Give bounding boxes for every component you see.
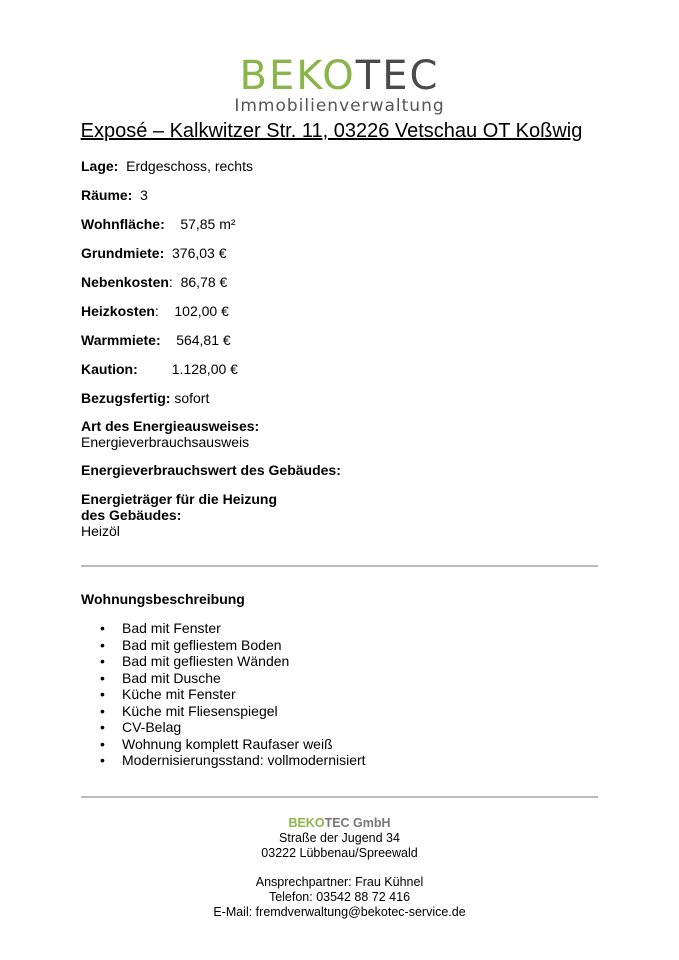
energy-carrier-value: Heizöl bbox=[81, 523, 120, 539]
field-warmmiete bbox=[81, 331, 253, 360]
logo-brand-green: BEKO bbox=[239, 53, 356, 99]
energy-consumption-label: Energieverbrauchswert des Gebäudes: bbox=[81, 462, 341, 478]
field-value: 1.128,00 € bbox=[171, 361, 238, 377]
field-value: 376,03 € bbox=[172, 245, 227, 261]
list-item: • Bad mit gefliestem Boden bbox=[100, 637, 366, 654]
logo-wordmark bbox=[0, 53, 679, 99]
field-grundmiete bbox=[81, 244, 253, 273]
footer-contact-person: Ansprechpartner: Frau Kühnel bbox=[255, 875, 424, 889]
divider-top bbox=[81, 565, 598, 567]
field-value: 57,85 m² bbox=[180, 216, 236, 232]
energy-carrier-label-1: Energieträger für die Heizung bbox=[81, 491, 278, 507]
list-item: • Küche mit Fliesenspiegel bbox=[100, 703, 366, 720]
field-label: Räume: bbox=[81, 187, 133, 203]
list-item: • Bad mit gefliesten Wänden bbox=[100, 653, 366, 670]
energy-type-label: Art des Energieausweises: bbox=[81, 418, 260, 434]
footer-brand-dark: TEC GmbH bbox=[324, 816, 391, 830]
field-label: Bezugsfertig: bbox=[81, 390, 171, 406]
footer-contact bbox=[0, 816, 679, 920]
list-item: • Bad mit Fenster bbox=[100, 620, 366, 637]
list-item: • Modernisierungsstand: vollmodernisiert bbox=[100, 752, 366, 769]
divider-bottom bbox=[81, 796, 598, 798]
list-item: • Bad mit Dusche bbox=[100, 670, 366, 687]
list-item: • Küche mit Fenster bbox=[100, 686, 366, 703]
field-raeume bbox=[81, 186, 253, 215]
field-nebenkosten bbox=[81, 273, 253, 302]
description-list bbox=[100, 620, 366, 769]
field-heizkosten bbox=[81, 302, 253, 331]
field-value: : 102,00 € bbox=[154, 303, 229, 319]
property-fields bbox=[81, 157, 253, 418]
energy-carrier bbox=[81, 491, 277, 539]
field-value: Erdgeschoss, rechts bbox=[126, 158, 253, 174]
field-value: 3 bbox=[140, 187, 148, 203]
field-lage bbox=[81, 157, 253, 186]
field-label: Nebenkosten bbox=[81, 274, 169, 290]
energy-type bbox=[81, 418, 259, 450]
field-wohnflaeche bbox=[81, 215, 253, 244]
energy-type-value: Energieverbrauchsausweis bbox=[81, 434, 250, 450]
logo-brand-dark: TEC bbox=[355, 53, 440, 99]
field-value: : 86,78 € bbox=[168, 274, 228, 290]
field-label: Kaution: bbox=[81, 361, 138, 377]
field-kaution bbox=[81, 360, 253, 389]
field-value: sofort bbox=[174, 390, 210, 406]
footer-street: Straße der Jugend 34 bbox=[279, 831, 400, 845]
company-logo bbox=[0, 53, 679, 116]
field-label: Warmmiete: bbox=[81, 332, 161, 348]
field-label: Heizkosten bbox=[81, 303, 155, 319]
footer-brand bbox=[0, 816, 679, 831]
footer-city: 03222 Lübbenau/Spreewald bbox=[261, 846, 418, 860]
page-title: Exposé – Kalkwitzer Str. 11, 03226 Vetschau OT Koßwig bbox=[80, 120, 583, 142]
list-item: • Wohnung komplett Raufaser weiß bbox=[100, 736, 366, 753]
field-label: Grundmiete: bbox=[81, 245, 165, 261]
footer-brand-green: BEKO bbox=[288, 816, 325, 830]
field-value: 564,81 € bbox=[176, 332, 231, 348]
footer-email[interactable]: E-Mail: fremdverwaltung@bekotec-service.de bbox=[213, 905, 466, 919]
field-label: Wohnfläche: bbox=[81, 216, 165, 232]
description-title: Wohnungsbeschreibung bbox=[81, 591, 245, 607]
energy-carrier-label-2: des Gebäudes: bbox=[81, 507, 182, 523]
field-bezugsfertig bbox=[81, 389, 253, 418]
footer-phone: Telefon: 03542 88 72 416 bbox=[268, 890, 411, 904]
logo-tagline: Immobilienverwaltung bbox=[234, 96, 445, 116]
list-item: • CV-Belag bbox=[100, 719, 366, 736]
field-label: Lage: bbox=[81, 158, 119, 174]
